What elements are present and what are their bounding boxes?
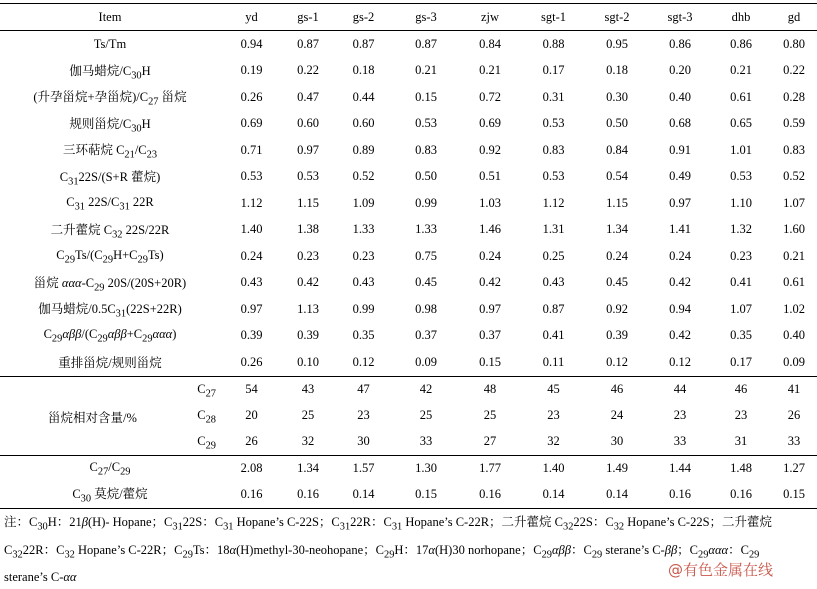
- cell-value: 0.15: [479, 354, 501, 369]
- cell-value: 1.01: [730, 142, 752, 157]
- cell-value: 1.40: [522, 455, 585, 482]
- cell-value: 23: [734, 408, 748, 422]
- cell-value: 0.35: [730, 328, 752, 343]
- cell-value: 25: [483, 408, 497, 422]
- cell-value: 0.50: [606, 116, 628, 131]
- cell-value: 0.18: [606, 63, 628, 78]
- cell-value: 43: [283, 376, 333, 403]
- cell-value: 0.12: [352, 354, 375, 369]
- cell-value: 0.31: [542, 89, 565, 104]
- cell-value: 0.75: [415, 248, 437, 263]
- cell-value: 1.40: [240, 222, 263, 237]
- group-label: 甾烷相对含量/%: [48, 410, 137, 425]
- cell-value: 33: [419, 434, 433, 448]
- cell-value: 1.57: [333, 455, 394, 482]
- cell-value: 0.35: [352, 328, 375, 343]
- table-row: [0, 323, 817, 350]
- col-header: sgt-2: [585, 4, 649, 31]
- cell-value: 1.32: [730, 222, 752, 237]
- cell-value: 0.42: [297, 275, 319, 290]
- cell-value: 0.86: [669, 36, 691, 51]
- cell-value: 0.21: [479, 63, 501, 78]
- cell-value: 0.23: [352, 248, 375, 263]
- cell-value: 0.53: [240, 169, 263, 184]
- row-label: (升孕甾烷+孕甾烷)$/C_{27}$ 甾烷: [33, 90, 187, 108]
- cell-value: 0.97: [479, 301, 501, 316]
- row-label: $C_{29}Ts/(C_{29}H+C_{29}Ts)$: [56, 247, 164, 265]
- row-label: $C_{30}$ 莫烷/藿烷: [0, 482, 220, 509]
- col-header: gd: [771, 4, 817, 31]
- table-row: [0, 403, 817, 429]
- cell-value: 1.46: [479, 222, 501, 237]
- cell-value: 1.09: [352, 195, 375, 210]
- cell-value: 23: [547, 408, 560, 422]
- row-label: $C_{31}22S/(S+R$ 藿烷): [59, 169, 161, 187]
- cell-value: 0.52: [783, 169, 805, 184]
- row-label: 伽马蜡烷$/0.5C_{31}(22S+22R)$: [38, 302, 182, 320]
- cell-value: 0.61: [730, 89, 752, 104]
- cell-value: 0.43: [240, 275, 263, 290]
- cell-value: 1.48: [711, 455, 771, 482]
- cell-value: 0.17: [542, 63, 565, 78]
- cell-value: 0.10: [297, 354, 319, 369]
- cell-value: 0.94: [669, 301, 691, 316]
- cell-value: 0.69: [240, 116, 263, 131]
- row-label: $C_{31}$ $22S/C_{31}$ 22R: [66, 194, 154, 212]
- row-label: 伽马蜡烷$/C_{30}H$: [69, 63, 151, 81]
- cell-value: 0.60: [297, 116, 319, 131]
- cell-value: 0.24: [606, 248, 628, 263]
- table-row: [0, 58, 817, 85]
- sub-label: $C_{27}$: [197, 381, 216, 399]
- sub-label: $C_{29}$: [197, 433, 216, 451]
- cell-value: 24: [610, 408, 624, 422]
- cell-value: 26: [787, 408, 801, 422]
- cell-value: 54: [220, 376, 283, 403]
- cell-value: 0.43: [352, 275, 375, 290]
- cell-value: 0.15: [771, 482, 817, 509]
- row-label: 三环萜烷 $C_{21}/C_{23}$: [62, 143, 158, 161]
- cell-value: 0.72: [479, 89, 501, 104]
- cell-value: 0.71: [240, 142, 263, 157]
- cell-value: 0.84: [479, 36, 501, 51]
- cell-value: 0.21: [783, 248, 805, 263]
- cell-value: 46: [585, 376, 649, 403]
- cell-value: 1.41: [669, 222, 691, 237]
- row-label: [0, 376, 220, 403]
- cell-value: 0.84: [606, 142, 628, 157]
- table-row: [0, 84, 817, 111]
- table-row: [0, 349, 817, 376]
- cell-value: 0.44: [352, 89, 375, 104]
- cell-value: 41: [771, 376, 817, 403]
- cell-value: 0.26: [240, 89, 263, 104]
- row-label: 规则甾烷$/C_{30}H$: [69, 116, 151, 134]
- row-label: $C_{27}/C_{29}$: [0, 455, 220, 482]
- cell-value: 0.28: [783, 89, 805, 104]
- cell-value: 0.16: [283, 482, 333, 509]
- cell-value: 1.15: [606, 195, 628, 210]
- cell-value: 0.16: [649, 482, 711, 509]
- cell-value: 30: [610, 434, 624, 448]
- cell-value: 0.15: [415, 89, 437, 104]
- cell-value: 2.08: [220, 455, 283, 482]
- table-row: [0, 376, 817, 403]
- cell-value: 30: [357, 434, 370, 448]
- table-row: [0, 482, 817, 509]
- cell-value: 23: [673, 408, 687, 422]
- col-header: gs-3: [394, 4, 458, 31]
- cell-value: 33: [673, 434, 687, 448]
- cell-value: 45: [522, 376, 585, 403]
- cell-value: 0.16: [220, 482, 283, 509]
- cell-value: 1.03: [479, 195, 501, 210]
- cell-value: 0.23: [730, 248, 752, 263]
- cell-value: 0.61: [783, 275, 805, 290]
- cell-value: 0.87: [352, 36, 375, 51]
- col-header: gs-2: [333, 4, 394, 31]
- cell-value: 0.52: [352, 169, 375, 184]
- cell-value: 0.94: [240, 36, 263, 51]
- cell-value: 1.34: [283, 455, 333, 482]
- cell-value: 1.02: [783, 301, 805, 316]
- final-rows: [0, 455, 817, 508]
- cell-value: 0.40: [669, 89, 691, 104]
- cell-value: 1.33: [352, 222, 375, 237]
- cell-value: 0.24: [669, 248, 691, 263]
- table-footnote: 注：$C_{30}H$：21β(H)- Hopane；$C_{31}22S$：$C_{31}$ Hopane’s C-22S；$C_{31}22R$：$C_{31}$ Hopane’s C-22R；二升藿烷 $C_{32}22S$：$C_{32}$ Hopane’s C-22S；二升藿烷 $C_{32}22R$：$C_{32}$ Hopane’s C-22R；$C_{29}Ts$：18α(H)methyl-30-neohopane；$C_{29}H$：17α(H)30 norhopane；$C_{29}\alpha\beta\beta$：$C_{29}$ sterane’s C-ββ；$C_{29}\alpha\alpha\alpha$：$C_{29}$ sterane’s C-αα: [4, 515, 773, 584]
- cell-value: 0.21: [730, 63, 752, 78]
- table-row: [0, 217, 817, 244]
- cell-value: 0.22: [783, 63, 805, 78]
- cell-value: 0.09: [783, 354, 805, 369]
- cell-value: 1.07: [783, 195, 805, 210]
- cell-value: 0.45: [415, 275, 437, 290]
- cell-value: 0.41: [542, 328, 565, 343]
- col-header: yd: [220, 4, 283, 31]
- sub-label: $C_{28}$: [197, 407, 216, 425]
- cell-value: 44: [649, 376, 711, 403]
- row-label: 二升藿烷 $C_{32}$ 22S/22R: [50, 222, 170, 240]
- cell-value: 0.45: [606, 275, 628, 290]
- ratio-rows: [0, 31, 817, 377]
- col-header: gs-1: [283, 4, 333, 31]
- cell-value: 32: [301, 434, 315, 448]
- cell-value: 23: [357, 408, 370, 422]
- cell-value: 0.88: [542, 36, 565, 51]
- cell-value: 0.53: [730, 169, 752, 184]
- cell-value: 1.60: [783, 222, 805, 237]
- cell-value: 0.53: [415, 116, 437, 131]
- table-row: [0, 137, 817, 164]
- cell-value: 31: [734, 434, 748, 448]
- cell-value: 0.24: [240, 248, 263, 263]
- col-header: dhb: [711, 4, 771, 31]
- cell-value: 0.11: [542, 354, 565, 369]
- cell-value: 27: [483, 434, 497, 448]
- cell-value: 0.99: [415, 195, 437, 210]
- table-row: [0, 455, 817, 482]
- cell-value: 1.10: [730, 195, 752, 210]
- cell-value: 20: [245, 408, 258, 422]
- cell-value: 1.38: [297, 222, 319, 237]
- cell-value: 0.99: [352, 301, 375, 316]
- row-label: 重排甾烷/规则甾烷: [58, 356, 162, 371]
- cell-value: 0.12: [606, 354, 628, 369]
- cell-value: 0.41: [730, 275, 752, 290]
- sterane-content-rows: [0, 376, 817, 455]
- watermark: @有色金属在线: [667, 561, 773, 579]
- cell-value: 1.33: [415, 222, 437, 237]
- cell-value: 0.87: [415, 36, 437, 51]
- cell-value: 1.49: [585, 455, 649, 482]
- cell-value: 0.16: [458, 482, 522, 509]
- cell-value: 0.91: [669, 142, 691, 157]
- cell-value: 0.23: [297, 248, 319, 263]
- cell-value: 1.31: [542, 222, 565, 237]
- cell-value: 0.59: [783, 116, 805, 131]
- cell-value: 1.27: [771, 455, 817, 482]
- cell-value: 0.53: [297, 169, 319, 184]
- table-row: [0, 296, 817, 323]
- cell-value: 0.69: [479, 116, 501, 131]
- table-row: [0, 270, 817, 297]
- cell-value: 42: [394, 376, 458, 403]
- table-row: [0, 190, 817, 217]
- cell-value: 1.44: [649, 455, 711, 482]
- cell-value: 0.97: [669, 195, 691, 210]
- cell-value: 1.77: [458, 455, 522, 482]
- cell-value: 0.39: [297, 328, 319, 343]
- cell-value: 25: [419, 408, 433, 422]
- cell-value: 0.26: [240, 354, 263, 369]
- cell-value: 1.12: [240, 195, 263, 210]
- cell-value: 0.25: [542, 248, 565, 263]
- table-row: [0, 429, 817, 456]
- table-row: [0, 164, 817, 191]
- cell-value: 32: [547, 434, 560, 448]
- row-label: Ts/Tm: [93, 36, 127, 51]
- cell-value: 1.07: [730, 301, 752, 316]
- cell-value: 25: [301, 408, 315, 422]
- cell-value: 0.30: [606, 89, 628, 104]
- cell-value: 0.83: [542, 142, 565, 157]
- cell-value: 0.92: [479, 142, 501, 157]
- cell-value: 47: [333, 376, 394, 403]
- cell-value: 1.13: [297, 301, 319, 316]
- cell-value: 0.68: [669, 116, 691, 131]
- row-label: $C_{29}\alpha\beta\beta/(C_{29}\alpha\beta\beta+C_{29}\alpha\alpha\alpha)$: [43, 327, 177, 345]
- col-header: Item: [0, 4, 220, 31]
- cell-value: 33: [787, 434, 801, 448]
- cell-value: 0.87: [542, 301, 565, 316]
- table-row: [0, 31, 817, 58]
- cell-value: 0.42: [669, 275, 691, 290]
- col-header: zjw: [458, 4, 522, 31]
- cell-value: 0.24: [479, 248, 501, 263]
- cell-value: 0.42: [669, 328, 691, 343]
- cell-value: 0.14: [522, 482, 585, 509]
- cell-value: 0.89: [352, 142, 375, 157]
- cell-value: 46: [711, 376, 771, 403]
- cell-value: 0.16: [711, 482, 771, 509]
- cell-value: 0.37: [479, 328, 501, 343]
- table-row: [0, 243, 817, 270]
- cell-value: 0.50: [415, 169, 437, 184]
- cell-value: 0.14: [333, 482, 394, 509]
- col-header: sgt-3: [649, 4, 711, 31]
- cell-value: 0.97: [297, 142, 319, 157]
- cell-value: 0.22: [297, 63, 319, 78]
- cell-value: 0.87: [297, 36, 319, 51]
- cell-value: 0.47: [297, 89, 319, 104]
- cell-value: 0.42: [479, 275, 501, 290]
- cell-value: 0.53: [542, 169, 565, 184]
- cell-value: 0.83: [415, 142, 437, 157]
- cell-value: 0.40: [783, 328, 805, 343]
- cell-value: 0.98: [415, 301, 437, 316]
- cell-value: 1.12: [542, 195, 565, 210]
- cell-value: 0.83: [783, 142, 805, 157]
- row-label: [0, 403, 220, 429]
- cell-value: 0.21: [415, 63, 437, 78]
- cell-value: 0.86: [730, 36, 752, 51]
- cell-value: 0.53: [542, 116, 565, 131]
- row-label: 甾烷 ααα-$C_{29}$ 20S/(20S+20R): [33, 275, 187, 293]
- cell-value: 0.49: [669, 169, 691, 184]
- cell-value: 0.65: [730, 116, 752, 131]
- cell-value: 0.54: [606, 169, 628, 184]
- cell-value: 0.17: [730, 354, 752, 369]
- cell-value: 1.34: [606, 222, 628, 237]
- cell-value: 0.95: [606, 36, 628, 51]
- cell-value: 0.39: [240, 328, 263, 343]
- row-label: [0, 429, 220, 456]
- header-row: [0, 4, 817, 31]
- cell-value: 0.97: [240, 301, 263, 316]
- cell-value: 0.60: [352, 116, 375, 131]
- cell-value: 0.43: [542, 275, 565, 290]
- cell-value: 0.20: [669, 63, 691, 78]
- biomarker-table: [0, 3, 817, 509]
- cell-value: 26: [245, 434, 258, 448]
- cell-value: 1.30: [394, 455, 458, 482]
- col-header: sgt-1: [522, 4, 585, 31]
- cell-value: 0.51: [479, 169, 501, 184]
- cell-value: 0.18: [352, 63, 375, 78]
- table-row: [0, 111, 817, 138]
- cell-value: 0.09: [415, 354, 437, 369]
- cell-value: 0.80: [783, 36, 805, 51]
- cell-value: 48: [458, 376, 522, 403]
- cell-value: 0.92: [606, 301, 628, 316]
- cell-value: 1.15: [297, 195, 319, 210]
- cell-value: 0.12: [669, 354, 691, 369]
- cell-value: 0.15: [394, 482, 458, 509]
- cell-value: 0.14: [585, 482, 649, 509]
- cell-value: 0.19: [240, 63, 263, 78]
- cell-value: 0.39: [606, 328, 628, 343]
- cell-value: 0.37: [415, 328, 437, 343]
